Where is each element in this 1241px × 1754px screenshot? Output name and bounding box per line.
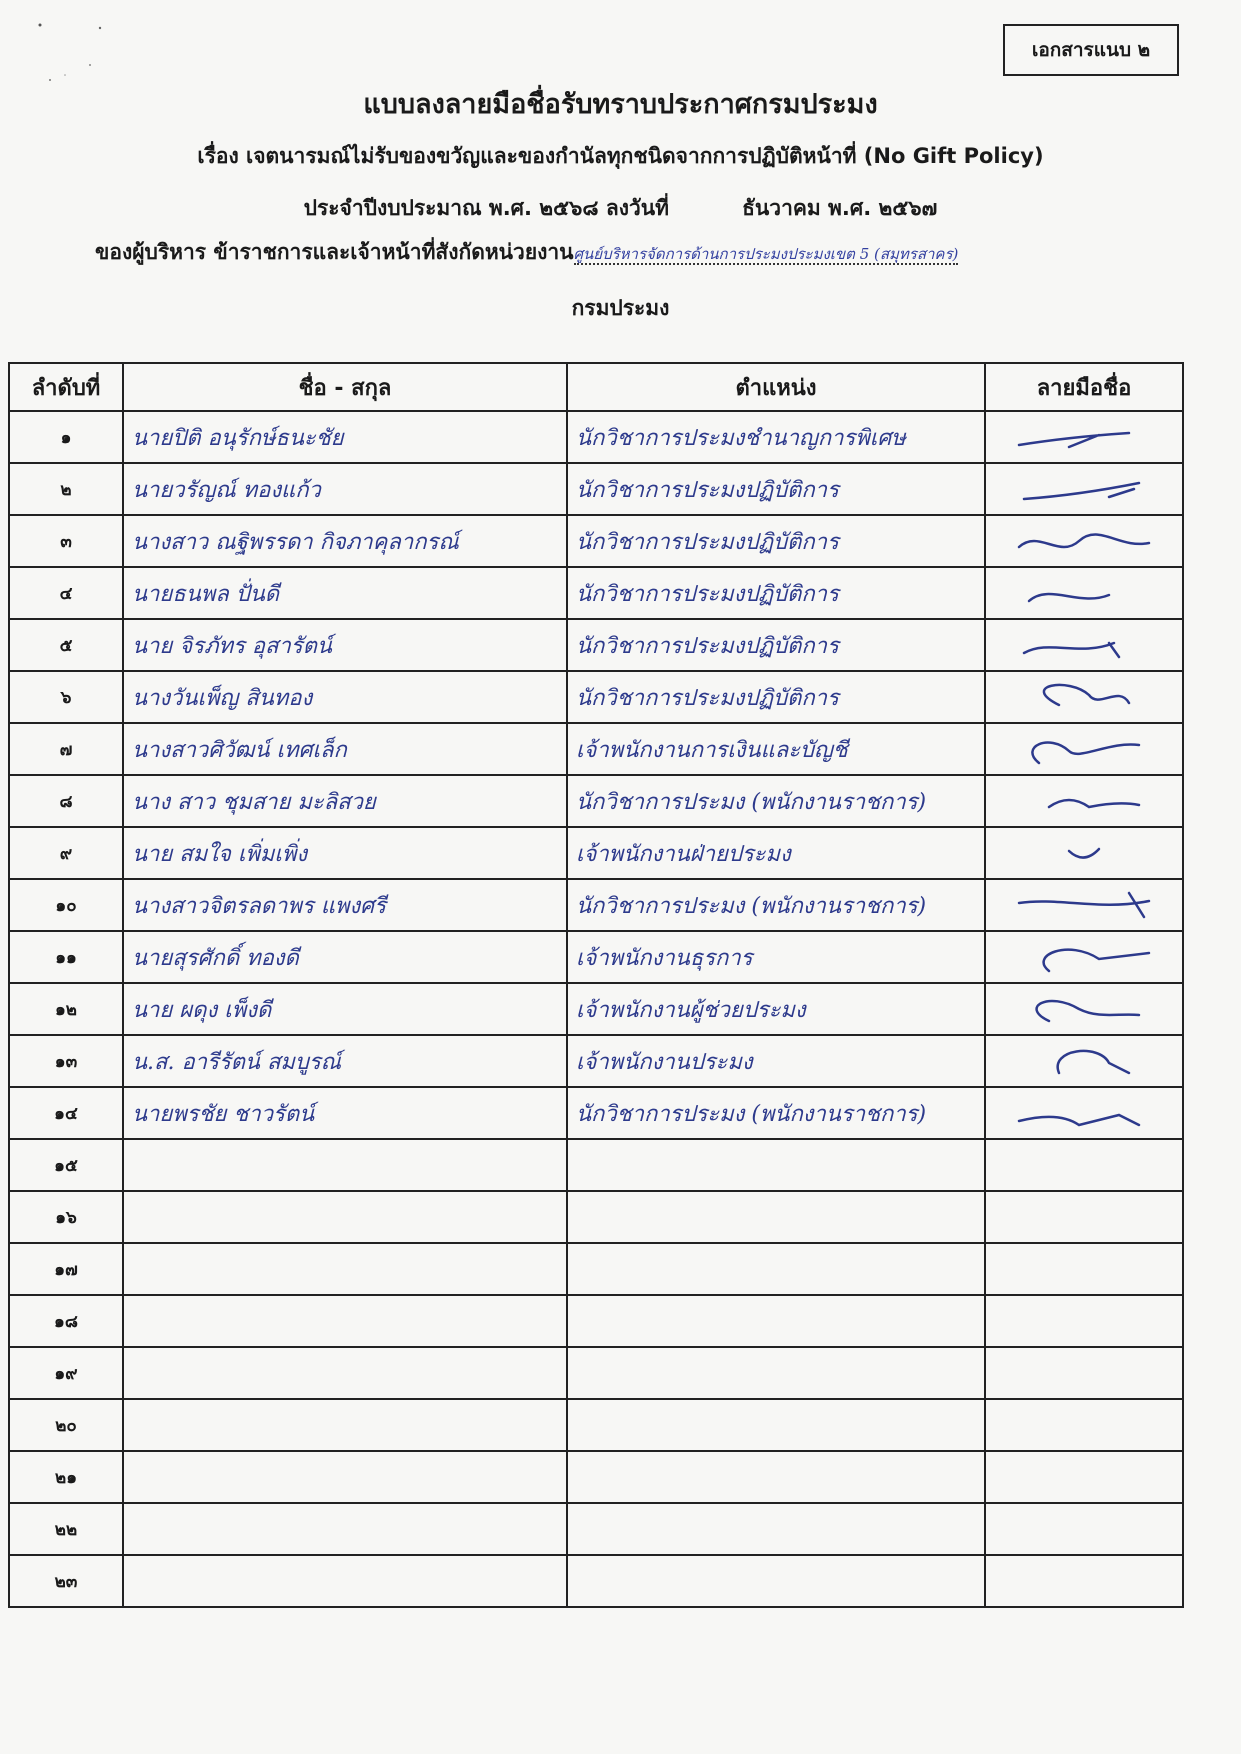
row-number: ๑๓	[9, 1035, 123, 1087]
row-number: ๗	[9, 723, 123, 775]
row-number: ๑	[9, 411, 123, 463]
row-name: นาย จิรภัทร อุสารัตน์	[123, 619, 567, 671]
row-signature	[985, 1503, 1183, 1555]
handwritten-signature	[1009, 1091, 1159, 1135]
row-number: ๑๙	[9, 1347, 123, 1399]
row-name: นางวันเพ็ญ สินทอง	[123, 671, 567, 723]
table-row	[9, 463, 1183, 515]
handwritten-signature	[1009, 779, 1159, 823]
row-signature	[985, 775, 1183, 827]
header-signature: ลายมือชื่อ	[985, 363, 1183, 411]
signature-stroke	[1037, 1001, 1139, 1021]
row-position	[567, 1347, 985, 1399]
table-row	[9, 1243, 1183, 1295]
table-row	[9, 1451, 1183, 1503]
row-number: ๒๒	[9, 1503, 123, 1555]
row-position	[567, 1139, 985, 1191]
row-signature	[985, 983, 1183, 1035]
attachment-label: เอกสารแนบ ๒	[1003, 24, 1179, 76]
row-signature	[985, 411, 1183, 463]
row-number: ๒๑	[9, 1451, 123, 1503]
row-name: นายวรัญณ์ ทองแก้ว	[123, 463, 567, 515]
row-number: ๑๒	[9, 983, 123, 1035]
unit-prefix: ของผู้บริหาร ข้าราชการและเจ้าหน้าที่สังกัดหน่วยงาน	[95, 240, 574, 264]
handwritten-signature	[1009, 623, 1159, 667]
row-name	[123, 1503, 567, 1555]
signature-stroke	[1024, 643, 1119, 657]
table-row	[9, 931, 1183, 983]
unit-line	[95, 236, 1195, 269]
row-name	[123, 1191, 567, 1243]
row-number: ๘	[9, 775, 123, 827]
table-row	[9, 1295, 1183, 1347]
table-row	[9, 827, 1183, 879]
handwritten-signature	[1009, 987, 1159, 1031]
row-number: ๖	[9, 671, 123, 723]
row-number: ๓	[9, 515, 123, 567]
signature-stroke	[1019, 1115, 1139, 1125]
row-number: ๒	[9, 463, 123, 515]
signature-stroke	[1019, 535, 1149, 547]
row-position	[567, 1503, 985, 1555]
row-position	[567, 1243, 985, 1295]
row-signature	[985, 827, 1183, 879]
table-row	[9, 1503, 1183, 1555]
signature-table	[8, 362, 1184, 1608]
row-position: เจ้าพนักงานการเงินและบัญชี	[567, 723, 985, 775]
row-position: เจ้าพนักงานฝ่ายประมง	[567, 827, 985, 879]
table-row	[9, 1399, 1183, 1451]
row-signature	[985, 931, 1183, 983]
row-number: ๙	[9, 827, 123, 879]
row-position: นักวิชาการประมงปฏิบัติการ	[567, 463, 985, 515]
row-signature	[985, 1139, 1183, 1191]
handwritten-signature	[1009, 831, 1159, 875]
row-number: ๑๔	[9, 1087, 123, 1139]
row-name	[123, 1555, 567, 1607]
paper-specks	[30, 20, 110, 90]
table-row	[9, 983, 1183, 1035]
form-subject: เรื่อง เจตนารมณ์ไม่รับของขวัญและของกำนัลทุกชนิดจากการปฏิบัติหน้าที่ (No Gift Policy)	[197, 144, 1044, 168]
table-row	[9, 1347, 1183, 1399]
table-row	[9, 775, 1183, 827]
signature-stroke	[1044, 685, 1129, 705]
row-signature	[985, 463, 1183, 515]
row-position: นักวิชาการประมงปฏิบัติการ	[567, 671, 985, 723]
row-name: นายปิติ อนุรักษ์ธนะชัย	[123, 411, 567, 463]
signature-stroke	[1019, 893, 1149, 917]
row-name	[123, 1139, 567, 1191]
row-number: ๑๖	[9, 1191, 123, 1243]
row-name: นาย ผดุง เพ็งดี	[123, 983, 567, 1035]
row-name: นายสุรศักดิ์ ทองดี	[123, 931, 567, 983]
department-name: กรมประมง	[571, 296, 670, 320]
row-number: ๑๑	[9, 931, 123, 983]
row-name	[123, 1243, 567, 1295]
table-row	[9, 879, 1183, 931]
handwritten-signature	[1009, 883, 1159, 927]
row-name: นายพรชัย ชาวรัตน์	[123, 1087, 567, 1139]
row-signature	[985, 1243, 1183, 1295]
row-position	[567, 1399, 985, 1451]
row-position	[567, 1555, 985, 1607]
row-number: ๔	[9, 567, 123, 619]
row-position	[567, 1295, 985, 1347]
row-name: นาย สมใจ เพิ่มเพิ่ง	[123, 827, 567, 879]
row-name: นาง สาว ชุมสาย มะลิสวย	[123, 775, 567, 827]
row-signature	[985, 567, 1183, 619]
row-name: นางสาว ณฐิพรรดา กิจภาคุลากรณ์	[123, 515, 567, 567]
row-number: ๕	[9, 619, 123, 671]
row-signature	[985, 619, 1183, 671]
row-number: ๒๐	[9, 1399, 123, 1451]
handwritten-signature	[1009, 415, 1159, 459]
handwritten-signature	[1009, 519, 1159, 563]
signature-stroke	[1029, 594, 1109, 601]
table-row	[9, 515, 1183, 567]
row-position: เจ้าพนักงานประมง	[567, 1035, 985, 1087]
table-row	[9, 1139, 1183, 1191]
table-row	[9, 567, 1183, 619]
row-name: น.ส. อารีรัตน์ สมบูรณ์	[123, 1035, 567, 1087]
row-name	[123, 1399, 567, 1451]
row-position: นักวิชาการประมงชำนาญการพิเศษ	[567, 411, 985, 463]
signature-stroke	[1019, 433, 1129, 447]
handwritten-signature	[1009, 727, 1159, 771]
row-number: ๑๘	[9, 1295, 123, 1347]
handwritten-signature	[1009, 935, 1159, 979]
signature-stroke	[1049, 800, 1139, 807]
signature-stroke	[1024, 483, 1139, 499]
row-signature	[985, 1087, 1183, 1139]
table-row	[9, 619, 1183, 671]
row-signature	[985, 1191, 1183, 1243]
row-position	[567, 1191, 985, 1243]
row-signature	[985, 1399, 1183, 1451]
row-position: นักวิชาการประมง (พนักงานราชการ)	[567, 879, 985, 931]
row-signature	[985, 671, 1183, 723]
row-signature	[985, 515, 1183, 567]
form-title: แบบลงลายมือชื่อรับทราบประกาศกรมประมง	[363, 89, 878, 120]
row-name: นางสาวศิวัฒน์ เทศเล็ก	[123, 723, 567, 775]
row-signature	[985, 879, 1183, 931]
row-number: ๑๐	[9, 879, 123, 931]
row-signature	[985, 1555, 1183, 1607]
handwritten-signature	[1009, 1039, 1159, 1083]
signature-stroke	[1032, 743, 1139, 763]
row-signature	[985, 723, 1183, 775]
signature-stroke	[1058, 1051, 1129, 1073]
row-number: ๑๕	[9, 1139, 123, 1191]
handwritten-signature	[1009, 675, 1159, 719]
signature-stroke	[1069, 849, 1099, 858]
table-row	[9, 1191, 1183, 1243]
table-row	[9, 723, 1183, 775]
table-row	[9, 671, 1183, 723]
row-name: นางสาวจิตรลดาพร แพงศรี	[123, 879, 567, 931]
header-position: ตำแหน่ง	[567, 363, 985, 411]
handwritten-signature	[1009, 467, 1159, 511]
row-signature	[985, 1451, 1183, 1503]
row-position: นักวิชาการประมงปฏิบัติการ	[567, 515, 985, 567]
row-name	[123, 1347, 567, 1399]
row-position	[567, 1451, 985, 1503]
header-name: ชื่อ - สกุล	[123, 363, 567, 411]
header-number: ลำดับที่	[9, 363, 123, 411]
row-position: นักวิชาการประมง (พนักงานราชการ)	[567, 775, 985, 827]
row-name	[123, 1451, 567, 1503]
row-signature	[985, 1035, 1183, 1087]
row-number: ๒๓	[9, 1555, 123, 1607]
row-name	[123, 1295, 567, 1347]
row-number: ๑๗	[9, 1243, 123, 1295]
row-signature	[985, 1295, 1183, 1347]
handwritten-signature	[1009, 571, 1159, 615]
table-header-row	[9, 363, 1183, 411]
unit-handwritten: ศูนย์บริหารจัดการด้านการประมงประมงเขต 5 (สมุทรสาคร)	[573, 245, 959, 263]
table-row	[9, 1087, 1183, 1139]
signature-stroke	[1044, 950, 1149, 971]
row-position: เจ้าพนักงานธุรการ	[567, 931, 985, 983]
row-position: นักวิชาการประมงปฏิบัติการ	[567, 619, 985, 671]
table-row	[9, 1555, 1183, 1607]
table-row	[9, 411, 1183, 463]
row-position: นักวิชาการประมง (พนักงานราชการ)	[567, 1087, 985, 1139]
row-position: นักวิชาการประมงปฏิบัติการ	[567, 567, 985, 619]
row-position: เจ้าพนักงานผู้ช่วยประมง	[567, 983, 985, 1035]
row-signature	[985, 1347, 1183, 1399]
row-name: นายธนพล ปั่นดี	[123, 567, 567, 619]
fiscal-line: ประจำปีงบประมาณ พ.ศ. ๒๕๖๘ ลงวันที่ ธันวาคม พ.ศ. ๒๕๖๗	[303, 196, 938, 220]
table-row	[9, 1035, 1183, 1087]
